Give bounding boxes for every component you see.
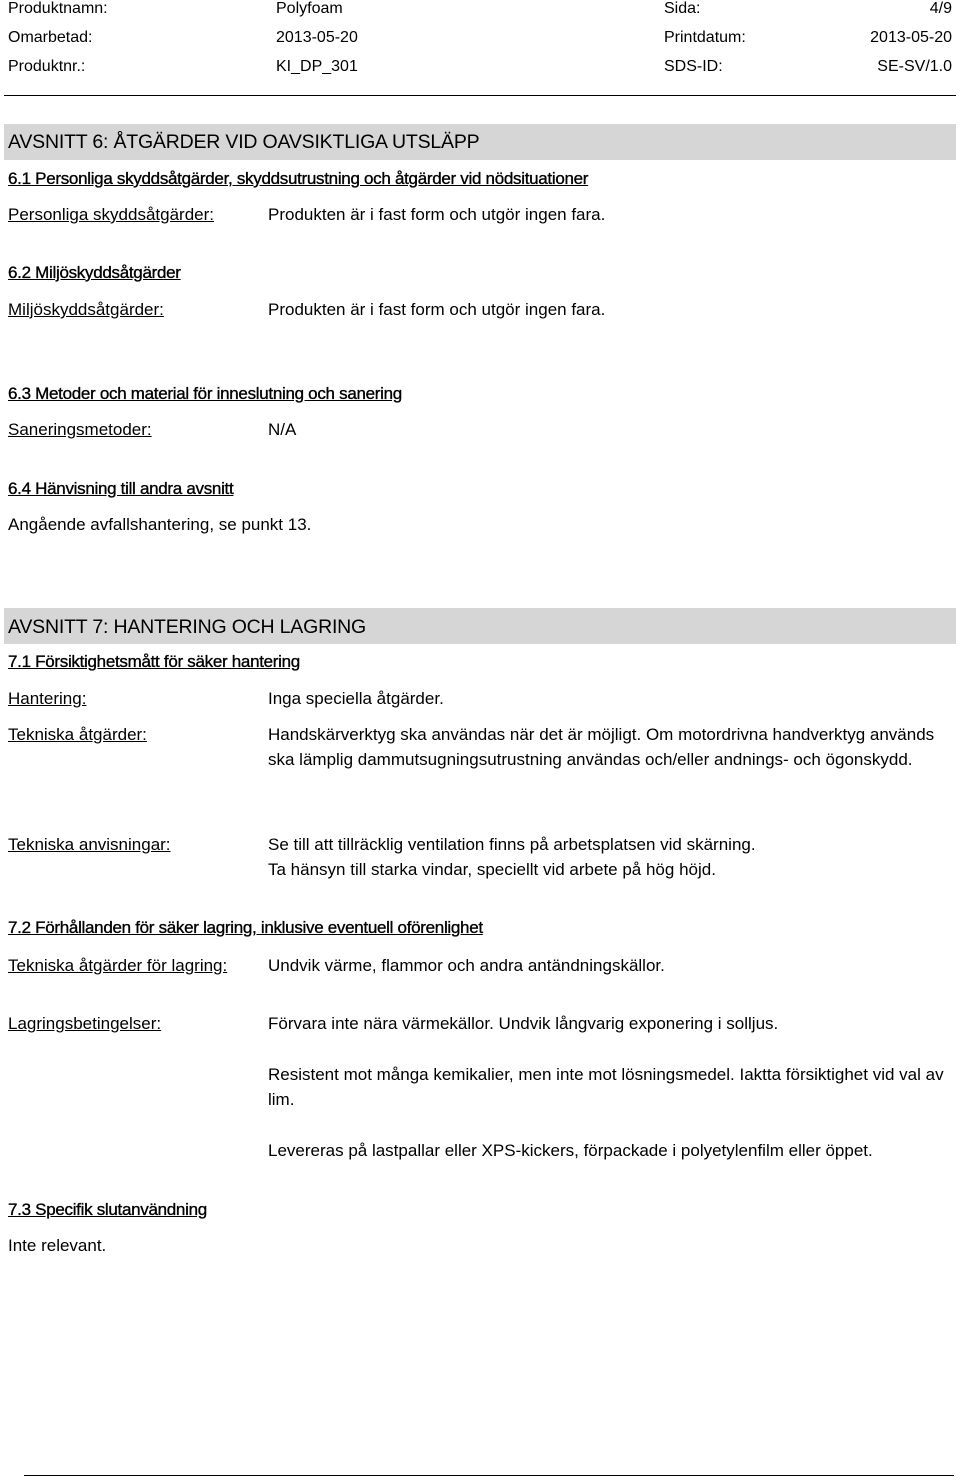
page-value: 4/9	[929, 0, 952, 17]
revised-label: Omarbetad:	[8, 29, 93, 46]
sds-id-value: SE-SV/1.0	[877, 58, 952, 75]
footer-divider	[24, 1475, 954, 1476]
storage-technical-value: Undvik värme, flammor och andra antändningskällor.	[268, 956, 665, 975]
section-7-1-title: 7.1 Försiktighetsmått för säker hantering	[8, 652, 300, 671]
handling-label: Hantering:	[8, 689, 87, 708]
product-name-label: Produktnamn:	[8, 0, 108, 17]
cleanup-methods-label: Saneringsmetoder:	[8, 420, 152, 439]
environmental-protection-value: Produkten är i fast form och utgör ingen fara.	[268, 300, 606, 319]
storage-technical-label: Tekniska åtgärder för lagring:	[8, 956, 228, 975]
sds-id-label: SDS-ID:	[664, 58, 723, 75]
technical-measures-value: Handskärverktyg ska användas när det är möjligt. Om motordrivna handverktyg används ska lämplig dammutsugningsutrustning användas och/eller andnings- och ögonskydd.	[268, 725, 935, 769]
section-7-2-title: 7.2 Förhållanden för säker lagring, inklusive eventuell oförenlighet	[8, 918, 483, 937]
environmental-protection-label: Miljöskyddsåtgärder:	[8, 300, 164, 319]
print-date-value: 2013-05-20	[870, 29, 952, 46]
section-6-2-title: 6.2 Miljöskyddsåtgärder	[8, 263, 181, 282]
handling-value: Inga speciella åtgärder.	[268, 689, 444, 708]
product-name-value: Polyfoam	[276, 0, 343, 17]
section-6-title: AVSNITT 6: ÅTGÄRDER VID OAVSIKTLIGA UTSLÄPP	[8, 131, 480, 153]
section-6-4-title: 6.4 Hänvisning till andra avsnitt	[8, 479, 234, 498]
print-date-label: Printdatum:	[664, 29, 746, 46]
technical-advice-label: Tekniska anvisningar:	[8, 835, 171, 854]
storage-conditions-paragraph-3: Levereras på lastpallar eller XPS-kickers, förpackade i polyetylenfilm eller öppet.	[268, 1141, 873, 1160]
section-7-3-title: 7.3 Specifik slutanvändning	[8, 1200, 207, 1219]
product-number-value: KI_DP_301	[276, 58, 358, 75]
page-label: Sida:	[664, 0, 701, 17]
header-divider	[4, 95, 956, 96]
storage-conditions-paragraph-2: Resistent mot många kemikalier, men inte mot lösningsmedel. Iaktta försiktighet vid val av lim.	[268, 1065, 944, 1109]
storage-conditions-paragraph-1: Förvara inte nära värmekällor. Undvik långvarig exponering i solljus.	[268, 1014, 779, 1033]
revised-value: 2013-05-20	[276, 29, 358, 46]
personal-protection-value: Produkten är i fast form och utgör ingen fara.	[268, 205, 606, 224]
technical-measures-label: Tekniska åtgärder:	[8, 725, 147, 744]
technical-advice-line-2: Ta hänsyn till starka vindar, speciellt vid arbete på hög höjd.	[268, 860, 716, 879]
section-6-4-text: Angående avfallshantering, se punkt 13.	[8, 515, 312, 534]
technical-advice-line-1: Se till att tillräcklig ventilation finns på arbetsplatsen vid skärning.	[268, 835, 756, 854]
section-6-3-title: 6.3 Metoder och material för inneslutning och sanering	[8, 384, 402, 403]
cleanup-methods-value: N/A	[268, 420, 297, 439]
storage-conditions-label: Lagringsbetingelser:	[8, 1014, 162, 1033]
section-6-1-title: 6.1 Personliga skyddsåtgärder, skyddsutrustning och åtgärder vid nödsituationer	[8, 169, 589, 188]
section-7-title: AVSNITT 7: HANTERING OCH LAGRING	[8, 616, 367, 638]
personal-protection-label: Personliga skyddsåtgärder:	[8, 205, 215, 224]
product-number-label: Produktnr.:	[8, 58, 86, 75]
section-7-3-text: Inte relevant.	[8, 1236, 107, 1255]
